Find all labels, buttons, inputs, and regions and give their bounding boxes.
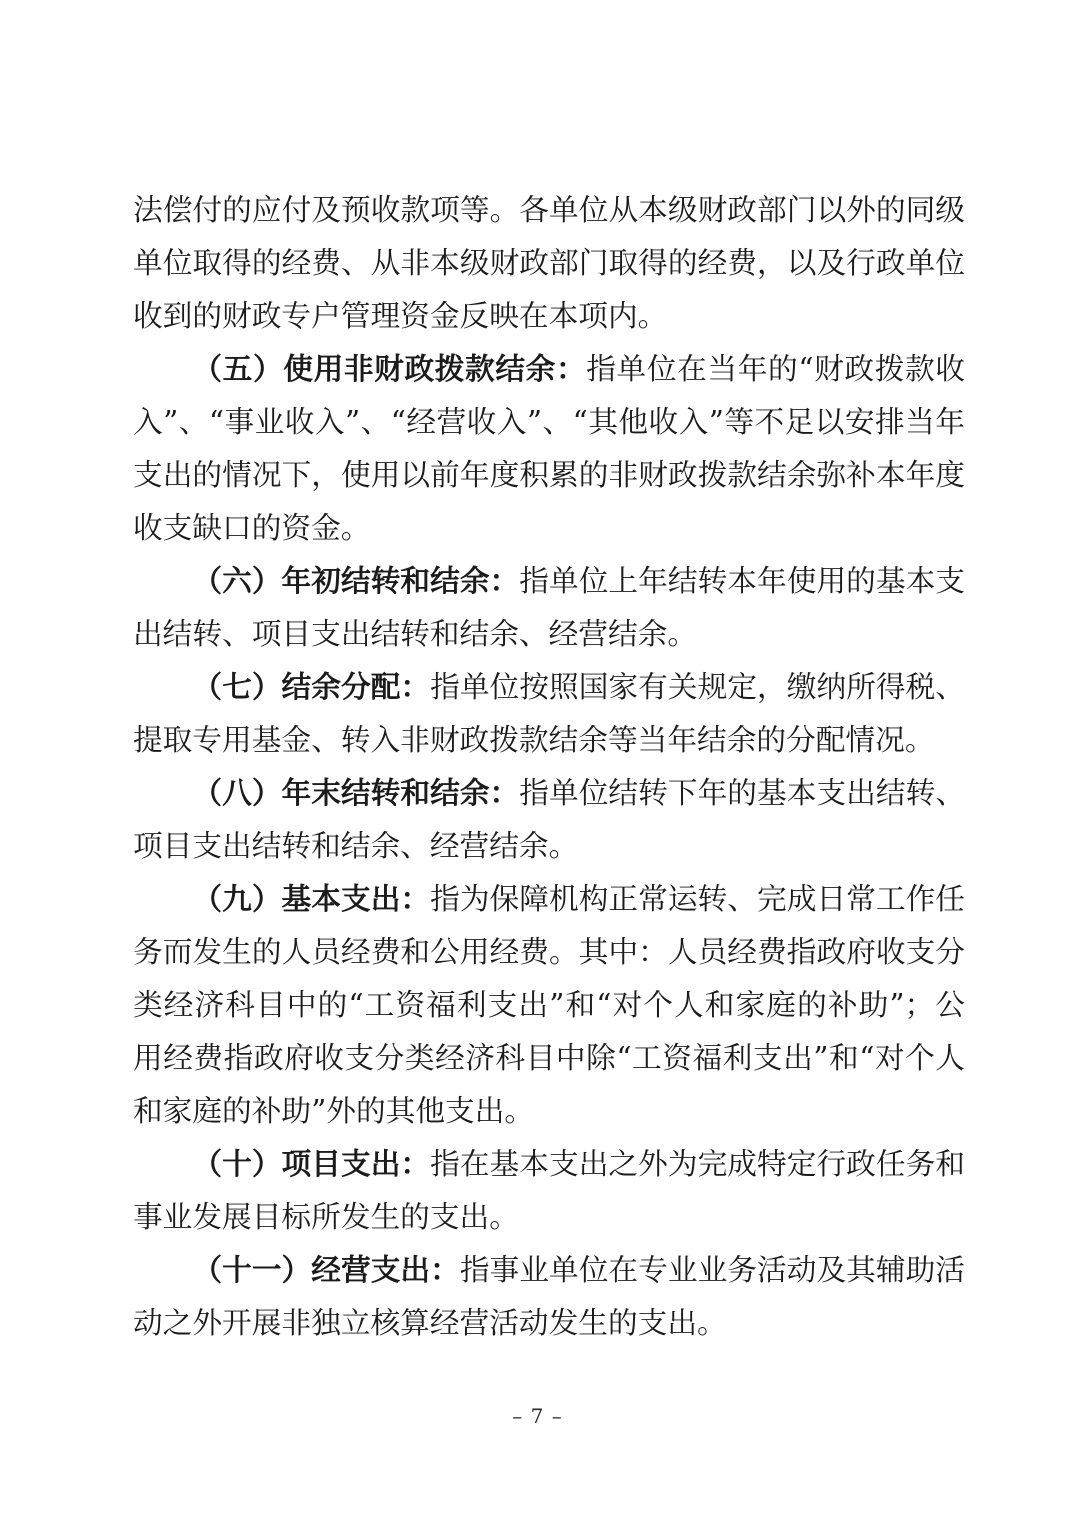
paragraph-item-11 (133, 1244, 965, 1350)
paragraph-item-9 (133, 873, 965, 1138)
paragraph-continuation (133, 184, 965, 343)
paragraph-heading: （五）使用非财政拨款结余： (192, 352, 587, 387)
paragraph-item-6 (133, 555, 965, 661)
paragraph-item-7 (133, 661, 965, 767)
paragraph-item-8 (133, 767, 965, 873)
page-number: – 7 – (512, 1404, 563, 1428)
paragraph-body: 指单位在当年的“财政拨款收入”、“事业收入”、“经营收入”、“其他收入”等不足以安排当年支出的情况下，使用以前年度积累的非财政拨款结余弥补本年度收支缺口的资金。 (133, 352, 965, 546)
paragraph-body: 指单位结转下年的基本支出结转、项目支出结转和结余、经营结余。 (133, 776, 966, 864)
paragraph-heading: （十）项目支出： (192, 1147, 431, 1182)
document-body-text (133, 184, 965, 1350)
paragraph-body: 指单位上年结转本年使用的基本支出结转、项目支出结转和结余、经营结余。 (133, 564, 966, 652)
paragraph-body: 法偿付的应付及预收款项等。各单位从本级财政部门以外的同级单位取得的经费、从非本级财政部门取得的经费，以及行政单位收到的财政专户管理资金反映在本项内。 (133, 193, 965, 334)
paragraph-heading: （八）年末结转和结余： (192, 776, 520, 811)
paragraph-body: 指为保障机构正常运转、完成日常工作任务而发生的人员经费和公用经费。其中：人员经费指政府收支分类经济科目中的“工资福利支出”和“对个人和家庭的补助”；公用经费指政府收支分类经济科目中除“工资福利支出”和“对个人和家庭的补助”外的其他支出。 (133, 882, 965, 1129)
paragraph-item-10 (133, 1138, 965, 1244)
paragraph-body: 指在基本支出之外为完成特定行政任务和事业发展目标所发生的支出。 (133, 1147, 965, 1235)
paragraph-body: 指单位按照国家有关规定，缴纳所得税、提取专用基金、转入非财政拨款结余等当年结余的分配情况。 (133, 670, 965, 758)
paragraph-heading: （九）基本支出： (192, 882, 431, 917)
paragraph-body: 指事业单位在专业业务活动及其辅助活动之外开展非独立核算经营活动发生的支出。 (133, 1253, 965, 1341)
paragraph-heading: （七）结余分配： (192, 670, 431, 705)
paragraph-heading: （十一）经营支出： (192, 1253, 460, 1288)
paragraph-item-5 (133, 343, 965, 555)
paragraph-heading: （六）年初结转和结余： (192, 564, 520, 599)
